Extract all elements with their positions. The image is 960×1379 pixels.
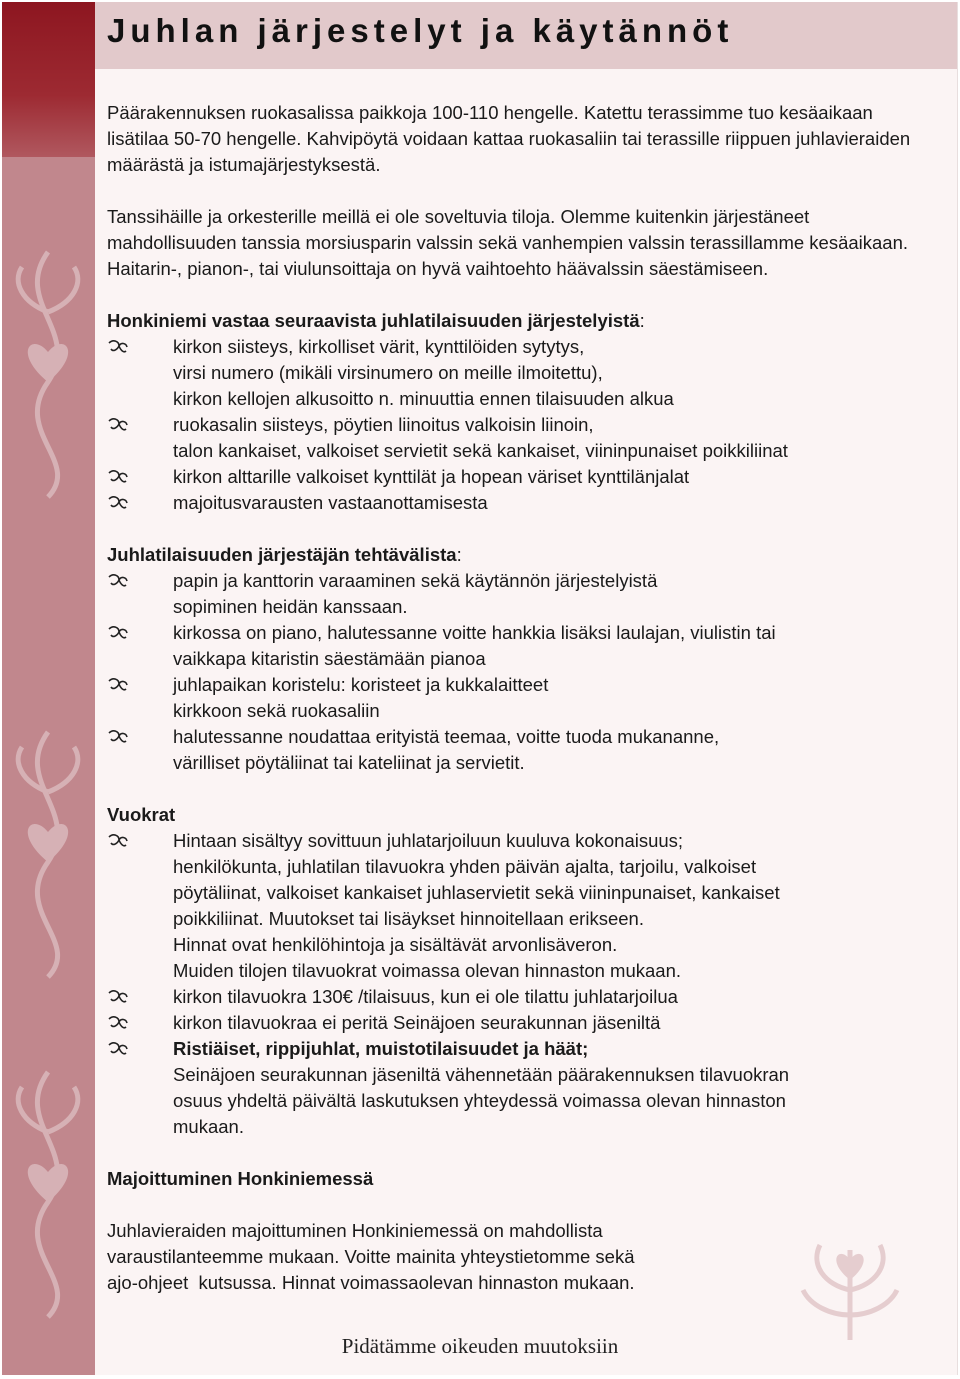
- honkiniemi-heading: Honkiniemi vastaa seuraavista juhlatilaisuuden järjestelyistä:: [107, 310, 645, 331]
- intro-paragraph-1: Päärakennuksen ruokasalissa paikkoja 100-110 hengelle. Katettu terassimme tuo kesäaikaan lisätilaa 50-70 hengelle. Kahvipöytä voidaan kattaa ruokasaliin tai terassille riippuen juhlavieraiden määrästä ja istumajärjestyksestä.: [107, 102, 911, 175]
- lodging-paragraph: Juhlavieraiden majoittuminen Honkiniemessä on mahdollista varaustilanteemme mukaan. Voitte mainita yhteystietomme sekä ajo-ohjeet kutsussa. Hinnat voimassaolevan hinnaston mukaan.: [107, 1220, 635, 1293]
- decorative-sidebar: [2, 2, 95, 1375]
- list-item: kirkon siisteys, kirkolliset värit, kynttilöiden sytytys, virsi numero (mikäli virsinumero on meille ilmoitettu), kirkon kellojen alkusoitto n. minuuttia ennen tilaisuuden alkua: [107, 334, 927, 412]
- floral-ornament-icon: [2, 242, 95, 502]
- footer-note: Pidätämme oikeuden muutoksiin: [341, 1334, 619, 1358]
- list-item: Hintaan sisältyy sovittuun juhlatarjoiluun kuuluva kokonaisuus; henkilökunta, juhlatilan tilavuokra yhden päivän ajalta, tarjoilu, valkoiset pöytäliinat, valkoiset kankaiset juhlaservietit sekä viininpunaiset, kankaiset poikkiliinat. Muutokset tai lisäykset hinnoitellaan erikseen. Hinnat ovat henkilöhintoja ja sisältävät arvonlisäveron. Muiden tilojen tilavuokrat voimassa olevan hinnaston mukaan.: [107, 828, 927, 984]
- list-item: kirkon alttarille valkoiset kynttilät ja hopean väriset kynttilänjalat: [107, 464, 927, 490]
- list-item: ruokasalin siisteys, pöytien liinoitus valkoisin liinoin, talon kankaiset, valkoiset servietit sekä kankaiset, viininpunaiset poikkiliinat: [107, 412, 927, 464]
- sidebar-top-band: [2, 2, 95, 157]
- honkiniemi-list: [107, 334, 927, 516]
- floral-bullet-icon: [107, 623, 129, 643]
- list-item: kirkon tilavuokra 130€ /tilaisuus, kun ei ole tilattu juhlatarjoilua: [107, 984, 927, 1010]
- rent-heading: Vuokrat: [107, 804, 176, 825]
- floral-bullet-icon: [107, 571, 129, 591]
- rent-list: [107, 828, 927, 1140]
- organizer-list: [107, 568, 927, 776]
- floral-bullet-icon: [107, 1013, 129, 1033]
- list-item: majoitusvarausten vastaanottamisesta: [107, 490, 927, 516]
- list-item: juhlapaikan koristelu: koristeet ja kukkalaitteet kirkkoon sekä ruokasaliin: [107, 672, 927, 724]
- floral-bullet-icon: [107, 493, 129, 513]
- list-item: papin ja kanttorin varaaminen sekä käytännön järjestelyistä sopiminen heidän kanssaan.: [107, 568, 927, 620]
- lodging-heading: Majoittuminen Honkiniemessä: [107, 1168, 374, 1189]
- document-body: [107, 100, 927, 1296]
- organizer-heading: Juhlatilaisuuden järjestäjän tehtävälista:: [107, 544, 462, 565]
- floral-bullet-icon: [107, 467, 129, 487]
- page-title: Juhlan järjestelyt ja käytännöt: [107, 12, 734, 49]
- floral-bullet-icon: [107, 831, 129, 851]
- list-item: halutessanne noudattaa erityistä teemaa, voitte tuoda mukananne, värilliset pöytäliinat tai kateliinat ja servietit.: [107, 724, 927, 776]
- floral-ornament-icon: [2, 722, 95, 982]
- list-item: Ristiäiset, rippijuhlat, muistotilaisuudet ja häät; Seinäjoen seurakunnan jäseniltä vähennetään päärakennuksen tilavuokran osuus yhdeltä päivältä laskutuksen yhteydessä voimassa olevan hinnaston mukaan.: [107, 1036, 927, 1140]
- floral-bullet-icon: [107, 415, 129, 435]
- floral-bullet-icon: [107, 1039, 129, 1059]
- floral-ornament-icon: [2, 1062, 95, 1322]
- intro-paragraph-2: Tanssihäille ja orkesterille meillä ei ole soveltuvia tiloja. Olemme kuitenkin järjestäneet mahdollisuuden tanssia morsiusparin valssin sekä vanhempien valssin terassillamme kesäaikaan. Haitarin-, pianon-, tai viulunsoittaja on hyvä vaihtoehto häävalssin säestämiseen.: [107, 206, 909, 279]
- list-item: kirkossa on piano, halutessanne voitte hankkia lisäksi laulajan, viulistin tai vaikkapa kitaristin säestämään pianoa: [107, 620, 927, 672]
- floral-ornament-icon: [795, 1230, 905, 1350]
- list-item: kirkon tilavuokraa ei peritä Seinäjoen seurakunnan jäseniltä: [107, 1010, 927, 1036]
- floral-bullet-icon: [107, 727, 129, 747]
- floral-bullet-icon: [107, 337, 129, 357]
- floral-bullet-icon: [107, 675, 129, 695]
- floral-bullet-icon: [107, 987, 129, 1007]
